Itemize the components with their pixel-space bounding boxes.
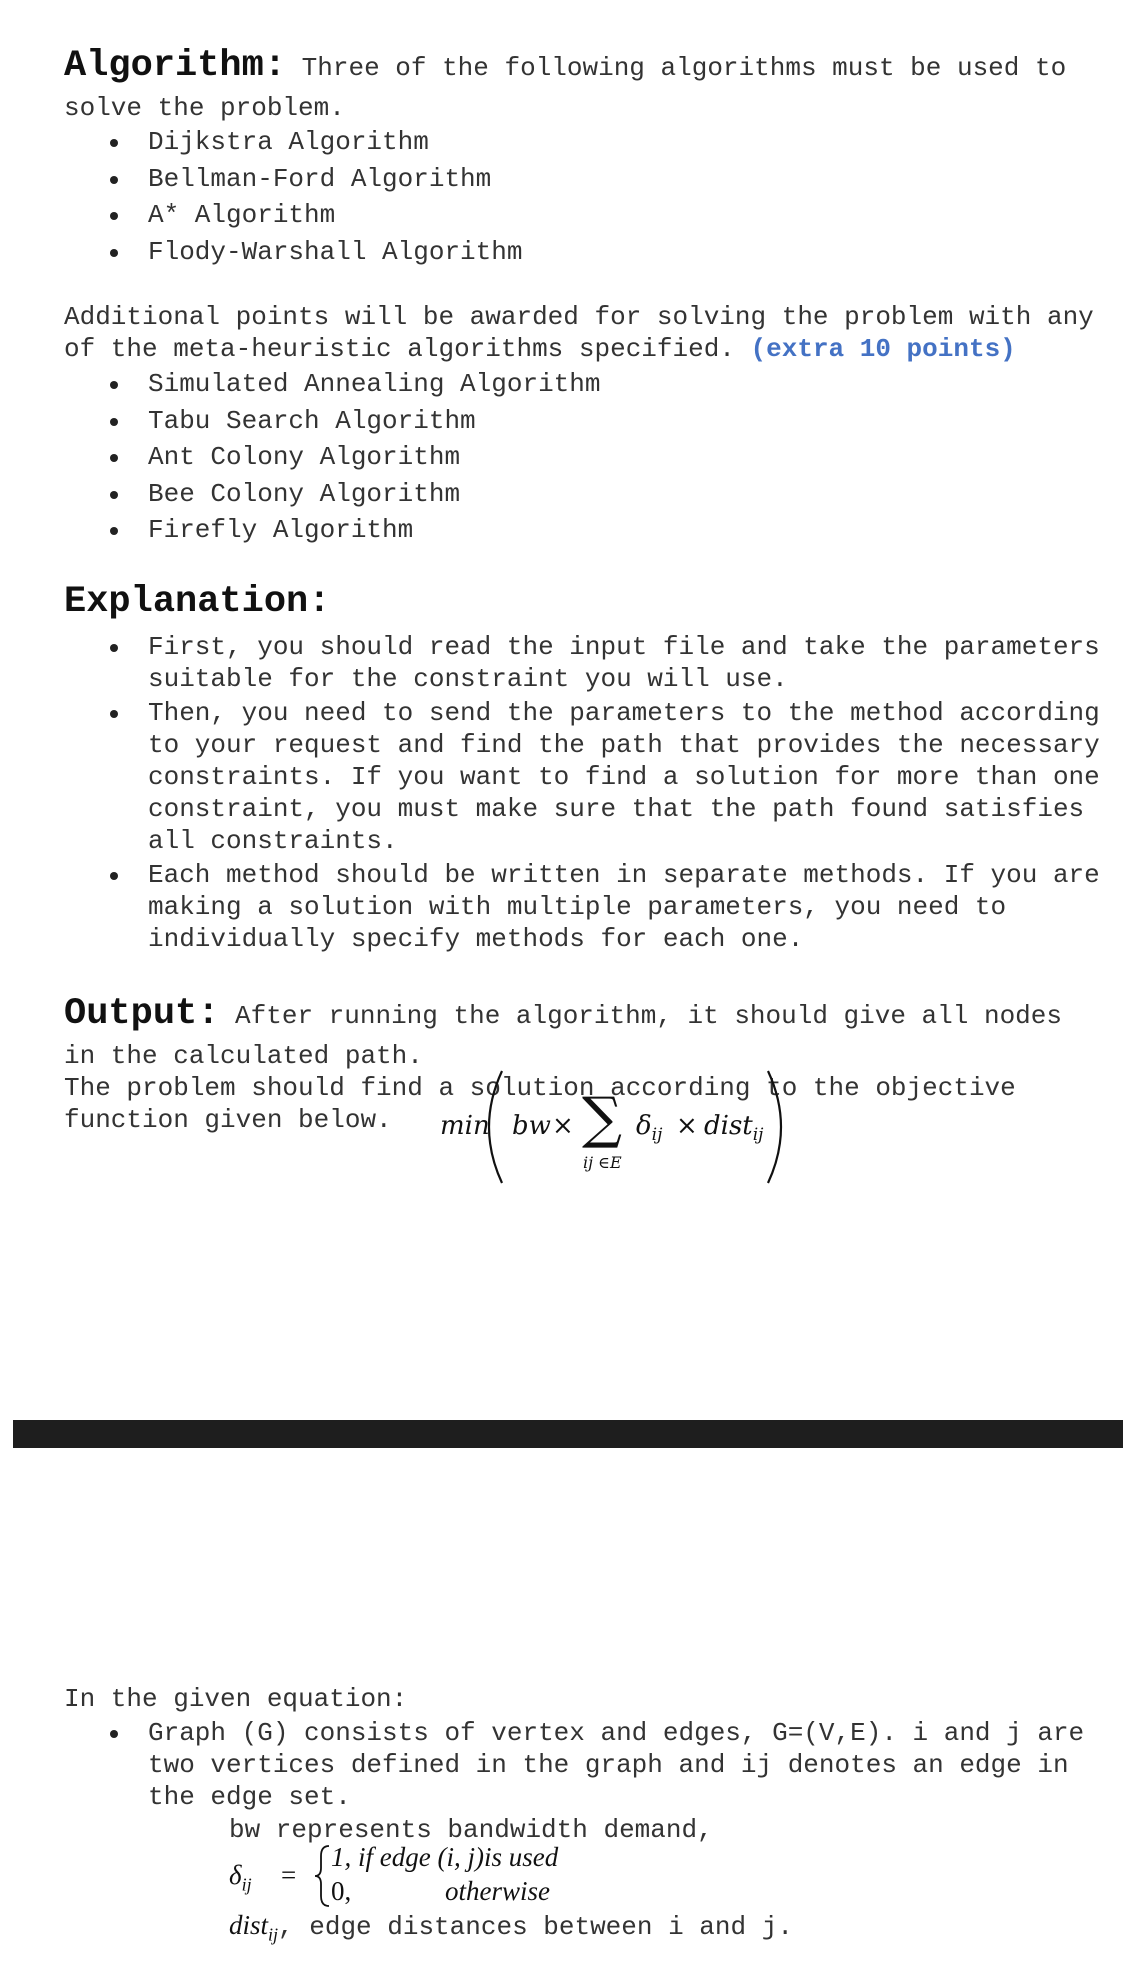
explanation-list (64, 631, 1123, 955)
list-item: Flody-Warshall Algorithm (64, 234, 1123, 271)
dist-definition (229, 1910, 793, 1945)
formula-min: min (440, 1111, 490, 1141)
explanation-list-wrap (64, 631, 1123, 955)
explanation-heading: Explanation: (64, 581, 331, 623)
output-line2: in the calculated path. (64, 1041, 423, 1071)
bullet-icon (110, 527, 118, 535)
bw-definition: bw represents bandwidth demand, (229, 1815, 713, 1845)
additional-paragraph (64, 301, 1123, 365)
list-item: Firefly Algorithm (64, 512, 1123, 549)
extra-points-note: (extra 10 points) (750, 334, 1016, 364)
bullet-icon (110, 418, 118, 426)
equals-sign: = (281, 1860, 297, 1890)
additional-list-wrap (64, 366, 1123, 549)
list-item: Ant Colony Algorithm (64, 439, 1123, 476)
bullet-icon (110, 644, 118, 652)
equation-intro-wrap (64, 1683, 1123, 1715)
bullet-icon (110, 454, 118, 462)
bullet-icon (110, 176, 118, 184)
explanation-heading-wrap (64, 578, 1123, 628)
bullet-icon (110, 710, 118, 718)
algorithm-intro-line1: Three of the following algorithms must be used to (301, 53, 1067, 83)
list-item: First, you should read the input file and take the parameters suitable for the constraint you will use. (64, 631, 1123, 695)
algorithm-heading: Algorithm: (64, 45, 287, 87)
algorithm-list (64, 124, 1123, 270)
sum-subscript: ij ∈E (583, 1153, 622, 1172)
formula-bw: bw (512, 1111, 551, 1141)
list-item: Then, you need to send the parameters to the method according to your request and find the path that provides the necessary constraints. If you want to find a solution for more than one constraint, you must make sure that the path found satisfies all constraints. (64, 697, 1123, 857)
list-item: Dijkstra Algorithm (64, 124, 1123, 161)
bullet-icon (110, 872, 118, 880)
bullet-icon (110, 1730, 118, 1738)
equation-list-wrap (64, 1717, 1123, 1813)
bullet-icon (110, 249, 118, 257)
case-two-text: otherwise (445, 1876, 550, 1906)
list-item: Each method should be written in separate methods. If you are making a solution with multiple parameters, you need to individually specify methods for each one. (64, 859, 1123, 955)
output-heading: Output: (64, 993, 220, 1035)
bullet-icon (110, 139, 118, 147)
dist-description: , edge distances between i and j. (278, 1912, 793, 1942)
objective-function (440, 1063, 820, 1193)
case-two-value: 0, (331, 1876, 352, 1906)
page-break-bar (13, 1420, 1123, 1448)
algorithm-intro-line2: solve the problem. (64, 93, 345, 123)
left-brace-icon (313, 1844, 333, 1908)
delta-lhs: $\delta_{ij}$ (229, 1860, 252, 1895)
output-line4: function given below. (64, 1105, 392, 1135)
bullet-icon (110, 381, 118, 389)
list-item: Bellman-Ford Algorithm (64, 161, 1123, 198)
metaheuristic-list (64, 366, 1123, 549)
equation-intro: In the given equation: (64, 1684, 408, 1714)
list-item: Tabu Search Algorithm (64, 403, 1123, 440)
output-line3: The problem should find a solution according to the objective (64, 1073, 1016, 1103)
algorithm-section (64, 42, 1123, 124)
additional-line1: Additional points will be awarded for solving the problem with any (64, 302, 1094, 332)
formula-times: × (676, 1111, 698, 1141)
formula-times: × (552, 1111, 574, 1141)
formula-delta: $\delta_{ij}$ (636, 1111, 663, 1146)
output-line1: After running the algorithm, it should give all nodes (235, 1001, 1062, 1031)
list-item: A* Algorithm (64, 197, 1123, 234)
list-item: Simulated Annealing Algorithm (64, 366, 1123, 403)
sum-symbol: ∑ (582, 1086, 622, 1151)
bullet-icon (110, 212, 118, 220)
case-one: 1, if edge (i, j)is used (331, 1842, 559, 1872)
bullet-icon (110, 491, 118, 499)
delta-definition (229, 1842, 649, 1908)
algorithm-list-wrap (64, 124, 1123, 270)
equation-list (64, 1717, 1123, 1813)
dist-symbol: dist$_{ij}$ (229, 1910, 279, 1945)
list-item: Bee Colony Algorithm (64, 476, 1123, 513)
additional-line2: of the meta-heuristic algorithms specified. (64, 334, 735, 364)
formula-dist: dist$_{ij}$ (704, 1111, 764, 1146)
list-item: Graph (G) consists of vertex and edges, G=(V,E). i and j are two vertices defined in the graph and ij denotes an edge in the edge set. (64, 1717, 1123, 1813)
